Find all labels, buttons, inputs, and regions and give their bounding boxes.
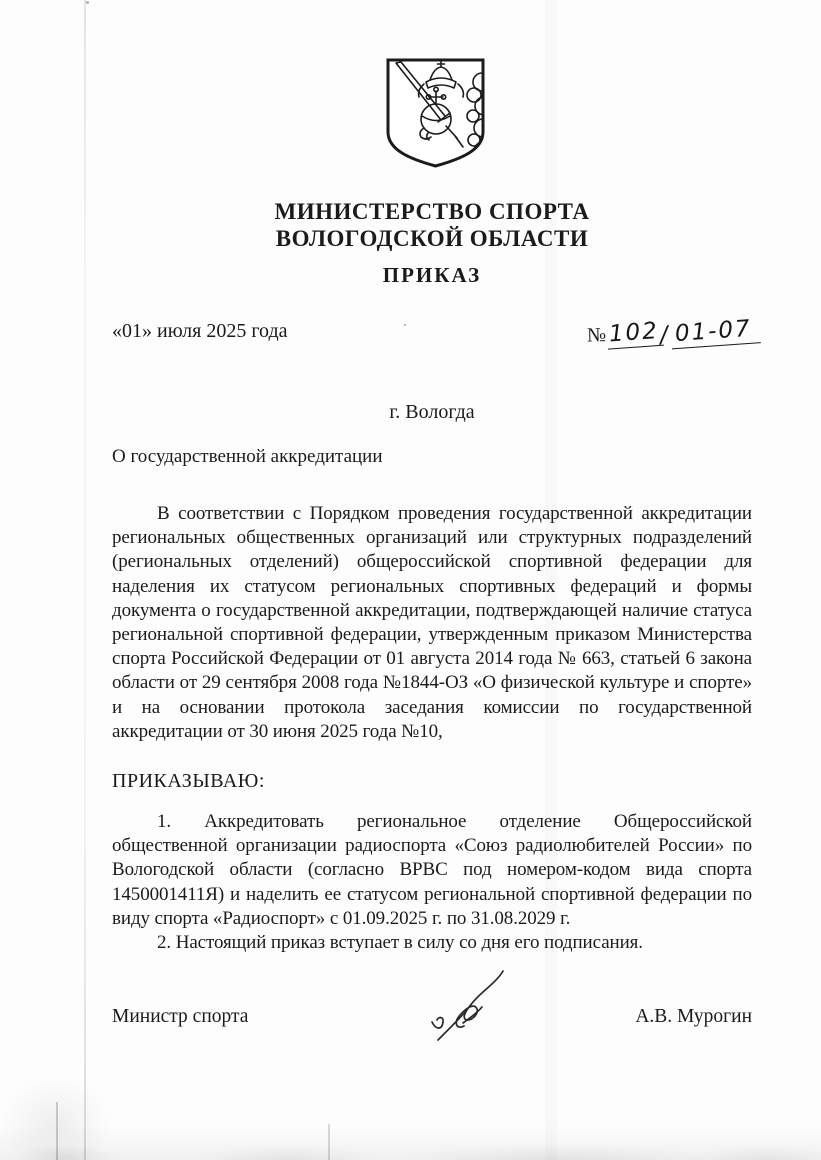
vologda-coat-of-arms-icon — [384, 56, 487, 170]
preamble-paragraph: В соответствии с Порядком проведения государственной аккредитации региональных общественных организаций или структурных подразделений (региональных отделений) общероссийской спортивной федерации для наделения их статусом региональных спортивных федераций и формы документа о государственной аккредитации, подтверждающей наличие статуса региональной спортивной федерации, утвержденным приказом Министерства спорта Российской Федерации от 01 августа 2014 года № 663, статьей 6 закона области от 29 сентября 2008 года №1844-ОЗ «О физической культуре и спорте» и на основании протокола заседания комиссии по государственной аккредитации от 30 июня 2025 года №10, — [112, 503, 752, 742]
orders-keyword: ПРИКАЗЫВАЮ: — [112, 770, 265, 792]
org-name-line2: ВОЛОГОДСКОЙ ОБЛАСТИ — [275, 226, 589, 251]
scan-tick — [56, 1102, 58, 1160]
doc-type-title: ПРИКАЗ — [382, 263, 482, 287]
signer-title: Министр спорта — [112, 1006, 249, 1027]
scan-smudge — [0, 1060, 130, 1160]
order-number-handwritten-part2: 01-07 — [670, 316, 761, 349]
scan-edge-line — [84, 0, 86, 1160]
signer-name: А.В. Мурогин — [635, 1006, 752, 1027]
order-item-2: 2. Настоящий приказ вступает в силу со дня его подписания. — [157, 932, 643, 954]
number-sign: № — [587, 324, 607, 347]
order-number — [587, 315, 760, 349]
order-number-handwritten-slash: / — [659, 321, 672, 349]
handwritten-signature-icon — [420, 966, 508, 1052]
order-number-handwritten-part1: 102 — [607, 319, 665, 350]
org-name-line1: МИНИСТЕРСТВО СПОРТА — [274, 199, 590, 224]
place-line: г. Вологда — [389, 401, 475, 423]
subject-line: О государственной аккредитации — [112, 446, 383, 467]
order-date: «01» июля 2025 года — [112, 320, 288, 342]
order-item-1: 1. Аккредитовать региональное отделение Общероссийской общественной организации радиоспорта «Союз радиолюбителей России» по Вологодской области (согласно ВРВС под номером-кодом вида спорта 1450001411Я) и наделить ее статусом региональной спортивной федерации по виду спорта «Радиоспорт» с 01.09.2025 г. по 31.08.2029 г. — [112, 811, 752, 929]
date-number-row — [112, 315, 760, 349]
order-items — [112, 810, 752, 955]
scan-tick — [328, 1124, 330, 1160]
org-name — [112, 198, 752, 252]
scan-speck — [86, 1, 89, 4]
